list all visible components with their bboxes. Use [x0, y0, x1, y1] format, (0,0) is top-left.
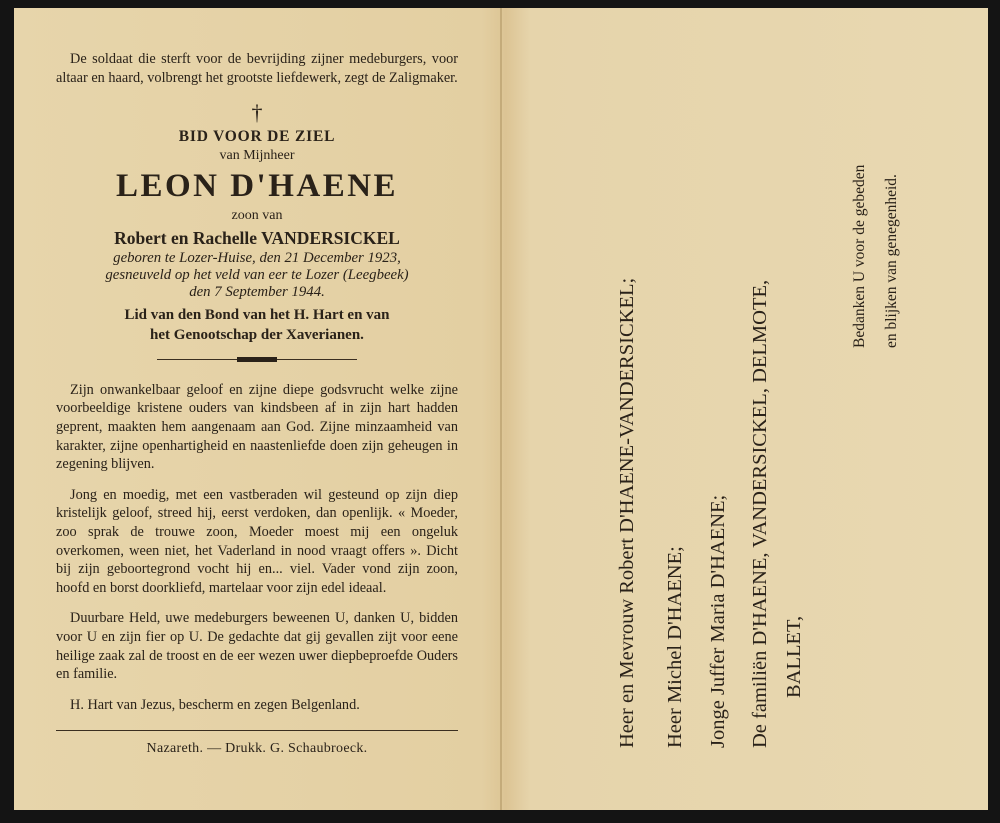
paragraph-hero: Duurbare Held, uwe medeburgers beweenen U, danken U, bidden voor U en zijn fier op U. De gedachte dat gij gevallen zijt voor eene heilige zaak zal de troost en de eer wezen uwer diepbeproefde Ouders en familie.	[56, 610, 458, 683]
closing-prayer: H. Hart van Jezus, bescherm en zegen Belgenland.	[70, 696, 360, 713]
deceased-name: LEON D'HAENE	[115, 167, 399, 204]
family-line-2: Heer Michel D'HAENE;	[664, 546, 686, 748]
card-fold	[500, 8, 502, 810]
birth-line: geboren te Lozer-Huise, den 21 December 1923,	[113, 249, 401, 266]
fallen-line: gesneuveld op het veld van eer te Lozer (Leegbeek)	[105, 266, 409, 283]
membership-line-1: Lid van den Bond van het H. Hart en van	[124, 306, 390, 323]
bottom-rule	[56, 730, 458, 731]
epigraph: De soldaat die sterft voor de bevrijding zijner medeburgers, voor altaar en haard, volbrengt het grootste liefdewerk, zegt de Zaligmaker.	[56, 51, 458, 86]
family-line-5: BALLET,	[783, 615, 805, 698]
parents-names: Robert en Rachelle VANDERSICKEL	[114, 227, 400, 248]
van-mijnheer: van Mijnheer	[219, 147, 295, 163]
ornament-divider	[157, 355, 357, 365]
memorial-card	[14, 8, 988, 810]
family-line-4: De familiën D'HAENE, VANDERSICKEL, DELMOTE,	[749, 279, 771, 748]
paragraph-faith: Zijn onwankelbaar geloof en zijne diepe godsvrucht welke zijne voorbeeldige kristene ouders van kindsbeen af in zijn hart hadden geprent, maakten hem aangenaam aan God. Zijne minzaamheid van karakter, zijne openhartigheid en naastenliefde doen zijn geheugen in zegening blijven.	[56, 381, 458, 473]
cross-icon: †	[251, 99, 263, 125]
zoon-van: zoon van	[231, 207, 283, 223]
paragraph-courage: Jong en moedig, met een vastberaden wil gesteund op zijn diep kristelijk geloof, streed hij, eerst verdoken, dan openlijk. « Moeder, zoo sprak de trouwe zoon, Moeder moest mij een ongeluk overkomen, ween niet, het Vaderland in nood vraagt offers ». Dicht bij zijn geboortegrond vocht hij en... viel. Vader vond zijn zoon, hoofd en borst doorkliefd, martelaar voor zijn edel ideaal.	[56, 486, 458, 596]
thanks-line-1: Bedanken U voor de gebeden	[851, 164, 868, 348]
thanks-line-2: en blijken van genegenheid.	[883, 174, 900, 348]
printer-credit: Nazareth. — Drukk. G. Schaubroeck.	[146, 741, 368, 757]
family-line-1: Heer en Mevrouw Robert D'HAENE-VANDERSICKEL;	[616, 277, 638, 748]
death-date: den 7 September 1944.	[189, 283, 325, 300]
left-panel	[56, 36, 458, 757]
membership-line-2: het Genootschap der Xaverianen.	[150, 326, 364, 343]
family-line-3: Jonge Juffer Maria D'HAENE;	[707, 494, 729, 748]
prayer-heading: BID VOOR DE ZIEL	[178, 127, 336, 145]
